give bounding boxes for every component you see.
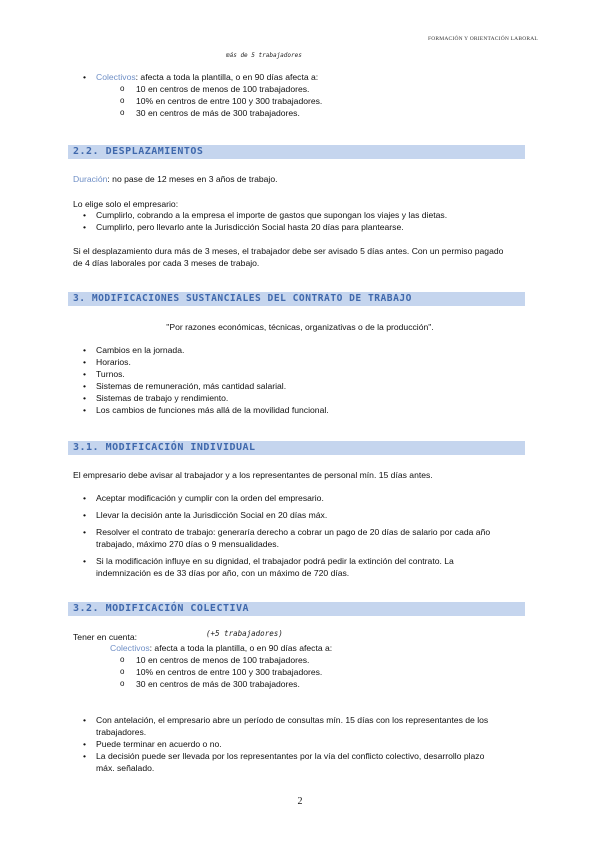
list-item-line: • Con antelación, el empresario abre un período de consultas mín. 15 días con los representantes de los — [96, 715, 489, 725]
list-item: • Horarios. — [70, 356, 540, 368]
colectivos-text: : afecta a toda la plantilla, o en 90 días afecta a: — [135, 72, 319, 82]
duration-line — [73, 173, 533, 185]
duration-text: : no pase de 12 meses en 3 años de trabajo. — [107, 174, 278, 184]
paragraph-line: de 4 días laborales por cada 3 meses de trabajo. — [73, 258, 260, 269]
list-item: o 10 en centros de menos de 100 trabajadores. — [112, 83, 540, 95]
list-item: • Aceptar modificación y cumplir con la orden del empresario. — [70, 492, 540, 504]
paragraph: Lo elige solo el empresario: — [73, 199, 179, 209]
list-item: o 30 en centros de más de 300 trabajadores. — [112, 678, 532, 690]
handwritten-note: (+5 trabajadores) — [206, 629, 283, 638]
list-item: • Sistemas de trabajo y rendimiento. — [70, 392, 540, 404]
section-heading-bar — [68, 292, 525, 306]
desplazamiento-note — [73, 245, 543, 269]
handwritten-note: más de 5 trabajadores — [226, 52, 302, 59]
list-item: o 10% en centros de entre 100 y 300 trabajadores. — [112, 95, 540, 107]
tener-label: Tener en cuenta: — [73, 632, 138, 642]
colectivos-term: Colectivos — [96, 72, 136, 82]
colectiva-list — [70, 714, 540, 774]
section-heading-bar — [68, 441, 525, 455]
colectivos-text: : afecta a toda la plantilla, o en 90 días afecta a: — [149, 643, 333, 653]
list-item: • Sistemas de remuneración, más cantidad salarial. — [70, 380, 540, 392]
colectivos-block-top — [70, 71, 540, 119]
list-item: o 30 en centros de más de 300 trabajadores. — [112, 107, 540, 119]
running-header: FORMACIÓN Y ORIENTACIÓN LABORAL — [427, 36, 538, 42]
paragraph-line: Si el desplazamiento dura más de 3 meses, el trabajador debe ser avisado 5 días antes. Con un permiso pagado — [73, 246, 504, 256]
section-title: 3.2. MODIFICACIÓN COLECTIVA — [73, 603, 250, 614]
list-item — [70, 750, 540, 774]
colectivos-sublist — [112, 654, 532, 690]
paragraph: El empresario debe avisar al trabajador y a los representantes de personal mín. 15 días antes. — [73, 470, 433, 480]
list-item — [70, 555, 540, 579]
list-item-line: indemnización es de 33 días por año, con un máximo de 720 días. — [96, 568, 350, 579]
duration-term: Duración — [73, 174, 108, 184]
page-number: 2 — [297, 796, 303, 807]
list-item: • Llevar la decisión ante la Jurisdicción Social en 20 días máx. — [70, 509, 540, 521]
list-item-line: trabajadores. — [96, 727, 147, 738]
list-item-line: trabajado, máximo 270 días o 9 mensualidades. — [96, 539, 279, 550]
list-item-line: máx. señalado. — [96, 763, 155, 774]
list-item: • Puede terminar en acuerdo o no. — [70, 738, 540, 750]
list-item: • Cumplirlo, pero llevarlo ante la Jurisdicción Social hasta 20 días para plantearse. — [70, 221, 540, 233]
section-title: 3. MODIFICACIONES SUSTANCIALES DEL CONTRATO DE TRABAJO — [73, 293, 412, 304]
list-item: • Cumplirlo, cobrando a la empresa el importe de gastos que supongan los viajes y las dietas. — [70, 209, 540, 221]
list-item — [70, 71, 540, 83]
colectivos-term: Colectivos — [110, 643, 150, 653]
list-item: • Cambios en la jornada. — [70, 344, 540, 356]
list-item: • Turnos. — [70, 368, 540, 380]
list-item — [70, 714, 540, 738]
list-item: o 10 en centros de menos de 100 trabajadores. — [112, 654, 532, 666]
list-item: • Los cambios de funciones más allá de la movilidad funcional. — [70, 404, 540, 416]
colectivos-line — [110, 642, 540, 654]
list-item-line: • La decisión puede ser llevada por los representantes por la vía del conflicto colectivo, desarrollo plazo — [96, 751, 485, 762]
list-item — [70, 526, 540, 550]
section-heading-bar — [68, 602, 525, 616]
quote: "Por razones económicas, técnicas, organizativas o de la producción". — [166, 322, 434, 332]
section-heading-bar — [68, 145, 525, 159]
list-item-line: • Si la modificación influye en su dignidad, el trabajador podrá pedir la extinción del contrato. La — [96, 556, 454, 567]
individual-options — [70, 492, 540, 579]
list-item-line: • Resolver el contrato de trabajo: generaría derecho a cobrar un pago de 20 días de salario por cada año — [96, 527, 491, 538]
section-title: 2.2. DESPLAZAMIENTOS — [73, 146, 204, 157]
modificaciones-list — [70, 344, 540, 416]
list-item: o 10% en centros de entre 100 y 300 trabajadores. — [112, 666, 532, 678]
section-title: 3.1. MODIFICACIÓN INDIVIDUAL — [73, 442, 256, 453]
desplazamiento-options — [70, 209, 540, 233]
